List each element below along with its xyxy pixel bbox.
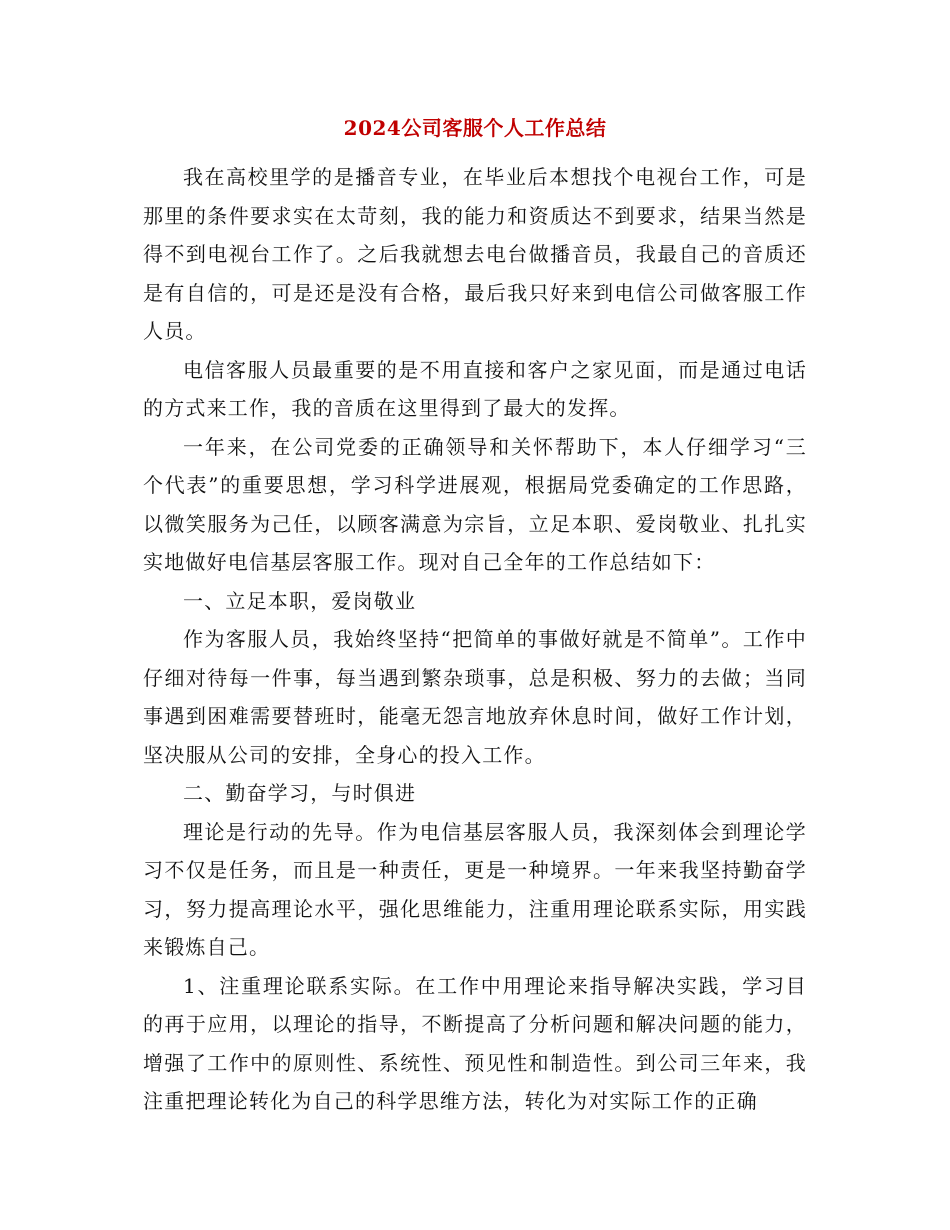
section-heading-1: 一、立足本职，爱岗敬业 xyxy=(183,588,417,613)
paragraph-intro: 我在高校里学的是播音专业，在毕业后本想找个电视台工作，可是那里的条件要求实在太苛刻，我的能力和资质达不到要求，结果当然是得不到电视台工作了。之后我就想去电台做播音员，我最自己的音质还是有自信的，可是还是没有合格，最后我只好来到电信公司做客服工作人员。 xyxy=(143,165,807,343)
section-heading-2: 二、勤奋学习，与时俱进 xyxy=(183,781,417,805)
document-title: 2024公司客服个人工作总结 xyxy=(343,116,607,140)
document-body xyxy=(143,158,807,1121)
paragraph-telecom-role: 电信客服人员最重要的是不用直接和客户之家见面，而是通过电话的方式来工作，我的音质在这里得到了最大的发挥。 xyxy=(143,357,807,420)
paragraph-year-overview: 一年来，在公司党委的正确领导和关怀帮助下，本人仔细学习“三个代表”的重要思想，学习科学进展观，根据局党委确定的工作思路，以微笑服务为己任，以顾客满意为宗旨，立足本职、爱岗敬业、扎扎实实地做好电信基层客服工作。现对自己全年的工作总结如下： xyxy=(143,434,807,574)
paragraph-section-2: 理论是行动的先导。作为电信基层客服人员，我深刻体会到理论学习不仅是任务，而且是一种责任，更是一种境界。一年来我坚持勤奋学习，努力提高理论水平，强化思维能力，注重用理论联系实际，用实践来锻炼自己。 xyxy=(143,819,807,959)
paragraph-point-1: 1、注重理论联系实际。在工作中用理论来指导解决实践，学习目的再于应用，以理论的指导，不断提高了分析问题和解决问题的能力，增强了工作中的原则性、系统性、预见性和制造性。到公司三年来，我注重把理论转化为自己的科学思维方法，转化为对实际工作的正确 xyxy=(143,973,807,1113)
paragraph-section-1: 作为客服人员，我始终坚持“把简单的事做好就是不简单”。工作中仔细对待每一件事，每当遇到繁杂琐事，总是积极、努力的去做；当同事遇到困难需要替班时，能毫无怨言地放弃休息时间，做好工作计划，坚决服从公司的安排，全身心的投入工作。 xyxy=(143,627,807,767)
